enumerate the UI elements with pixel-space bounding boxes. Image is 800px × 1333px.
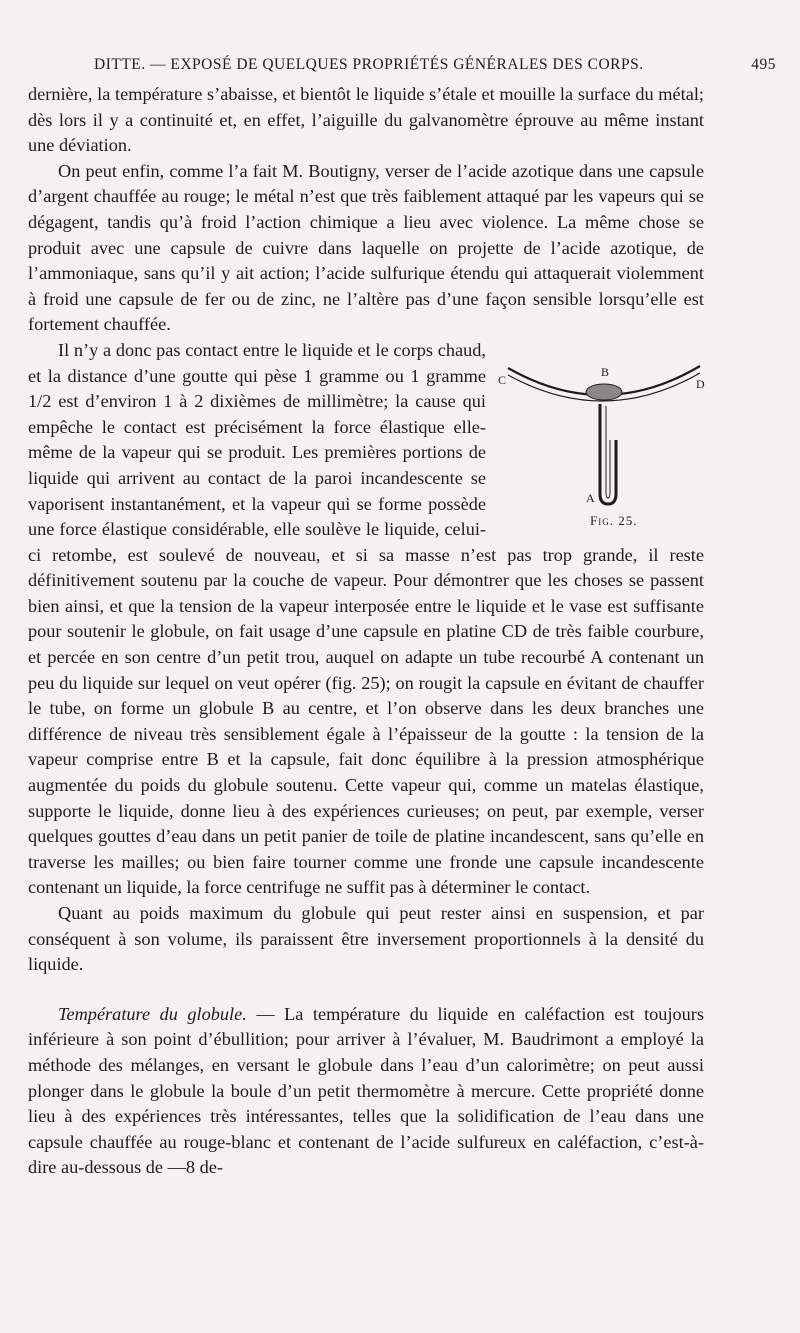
paragraph-4: Quant au poids maximum du globule qui peut rester ainsi en suspension, et par conséquent à son volume, ils paraissent être inversement proportionnels à la densité du liquide. <box>28 903 704 975</box>
paragraph-5-text: — La température du liquide en caléfaction est toujours inférieure à son point d’ébullition; pour arriver à l’évaluer, M. Baudrimont a employé la méthode des mélanges, en versant le globule dans l’eau d’un calorimètre; on peut aussi plonger dans le globule la boule d’un petit thermomètre à mercure. Cette propriété donne lieu à des expériences très intéressantes, telles que la solidification de l’eau dans une capsule chauffée au rouge-blanc et contenant de l’acide sulfureux en caléfaction, c’est-à-dire au-dessous de —8 de- <box>28 1003 705 1178</box>
figure-caption: Fig. 25. <box>590 512 638 528</box>
tube-a <box>600 404 616 504</box>
tube-inner <box>606 406 610 498</box>
label-a: A <box>586 490 595 505</box>
paragraph-1: dernière, la température s’abaisse, et bientôt le liquide s’étale et mouille la surface du métal; dès lors il y a continuité et, en effet, l’aiguille du galvanomètre éprouve au même instant une déviation. <box>28 84 704 156</box>
page-number: 495 <box>751 56 776 73</box>
running-header <box>28 56 776 76</box>
paragraph-5 <box>28 1002 704 1181</box>
globule-b <box>586 384 622 400</box>
paragraph-3: Il n’y a donc pas contact entre le liquide et le corps chaud, et la distance d’une goutte qui pèse 1 gramme ou 1 gramme 1/2 est d’environ 1 à 2 dixièmes de millimètre; la cause qui empêche le contact est précisément la force élastique elle-même de la vapeur qui se produit. Les premières portions de liquide qui arrivent au contact de la paroi incandescente se vaporisent instantanément, et la vapeur qui se forme possède une force élastique considérable, elle soulève le liquide, celui-ci retombe, est soulevé de nouveau, et si sa masse n’est pas trop grande, il reste définitivement soutenu par la couche de vapeur. Pour démontrer que les choses se passent bien ainsi, et que la tension de la vapeur interposée entre le liquide et le vase est suffisante pour soutenir le globule, on fait usage d’une capsule en platine CD de très faible courbure, et percée en son centre d’un petit trou, auquel on adapte un tube recourbé A contenant un peu du liquide sur lequel on veut opérer (fig. 25); on rougit la capsule en évitant de chauffer le tube, on forme un globule B au centre, et l’on observe dans les deux branches une différence de niveau très sensiblement égale à l’épaisseur de la goutte : la tension de la vapeur comprise entre B et la capsule, fait donc équilibre à la pression atmosphérique augmentée du poids du globule soutenu. Cette vapeur qui, comme un matelas élastique, supporte le liquide, donne lieu à des expériences curieuses; on peut, par exemple, verser quelques gouttes d’eau dans un petit panier de toile de platine incandescent, sans qu’elle en traverse les mailles; ou bien faire tourner comme une fronde une capsule incandescente contenant un liquide, la force centrifuge ne suffit pas à déterminer le contact. <box>28 339 704 898</box>
running-title: DITTE. — EXPOSÉ DE QUELQUES PROPRIÉTÉS GÉNÉRALES DES CORPS. <box>94 56 644 73</box>
label-b: B <box>601 364 610 379</box>
section-run-in-title: Température du globule. <box>58 1003 247 1024</box>
label-c: C <box>498 372 507 387</box>
label-d: D <box>696 376 705 391</box>
body-text <box>28 82 704 1181</box>
paragraph-2: On peut enfin, comme l’a fait M. Boutigny, verser de l’acide azotique dans une capsule d’argent chauffée au rouge; le métal n’est que très faiblement attaqué par les vapeurs qui se dégagent, tandis qu’à froid l’action chimique a lieu avec violence. La même chose se produit avec une capsule de cuivre dans laquelle on projette de l’acide azotique, de l’ammoniaque, sans qu’il y ait action; l’acide sulfurique étendu qui attaquerait violemment à froid une capsule de fer ou de zinc, ne l’altère pas d’une façon sensible lorsqu’elle est fortement chauffée. <box>28 160 704 335</box>
figure-25 <box>498 348 710 532</box>
